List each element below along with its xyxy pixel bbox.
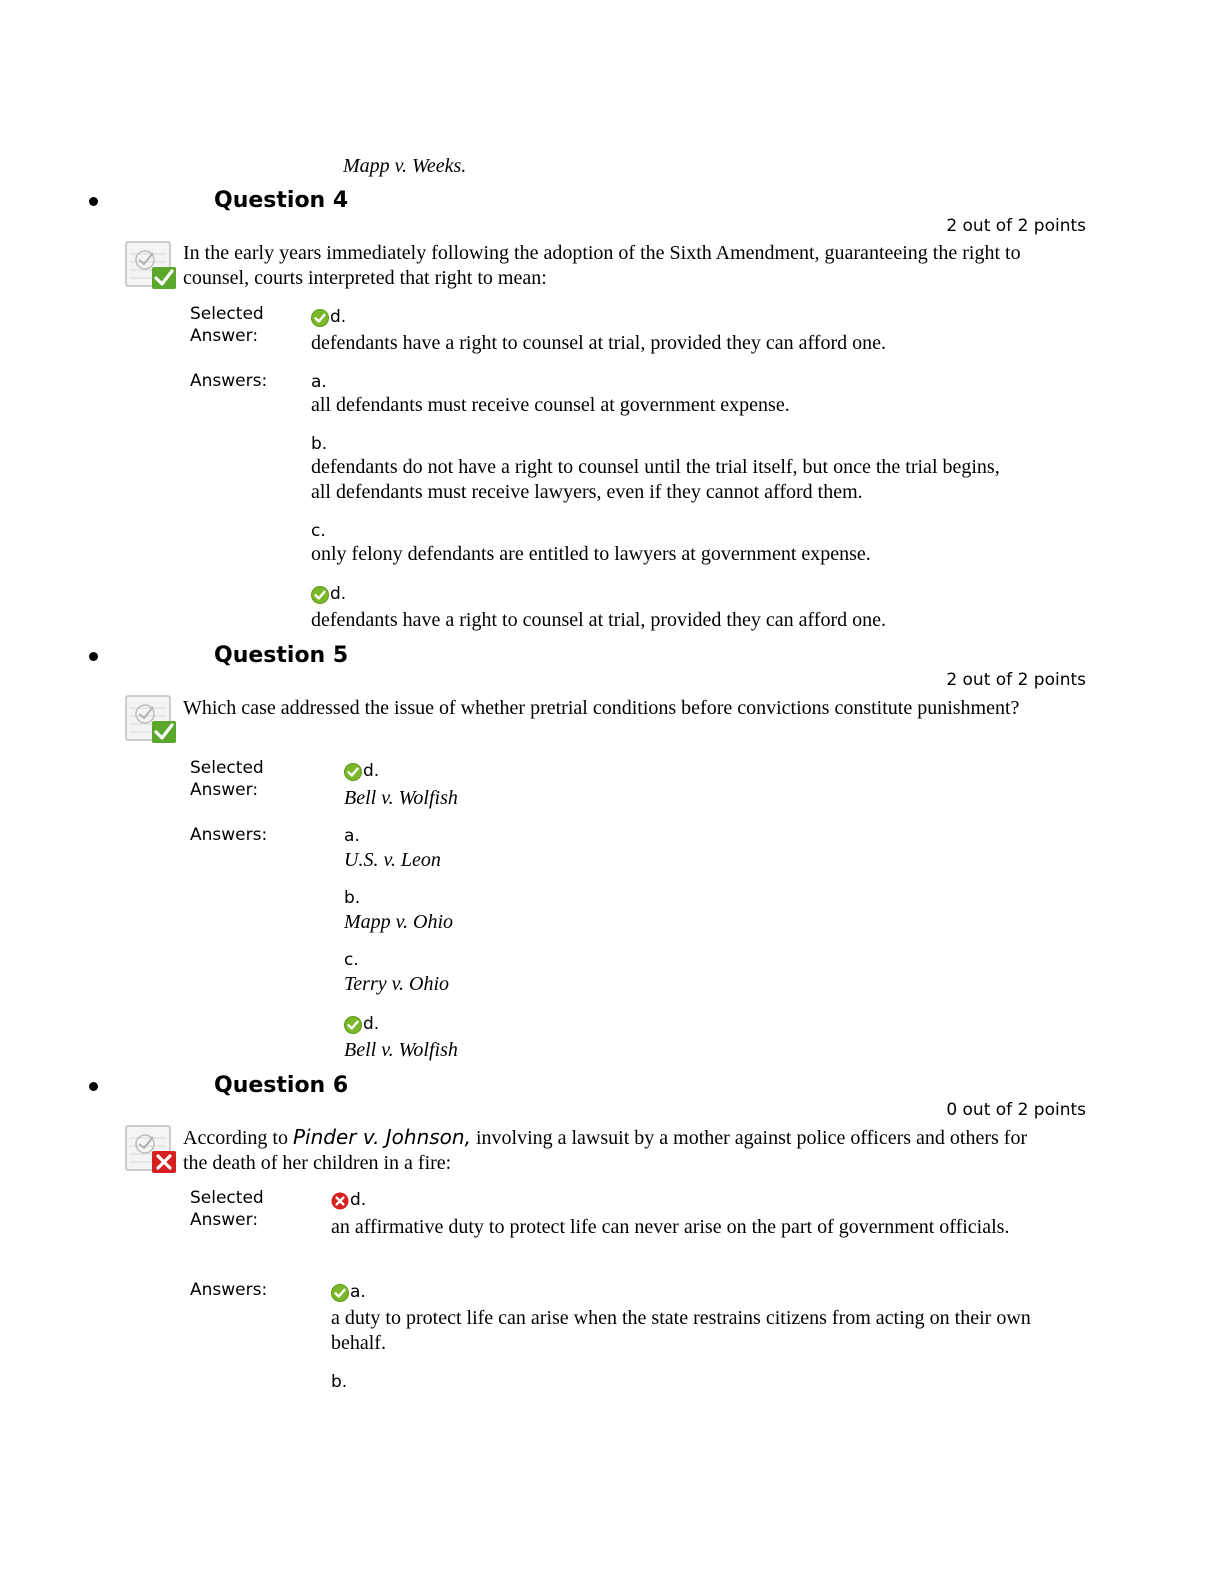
answer-text: defendants have a right to counsel at trial, provided they can afford one. (311, 609, 886, 631)
correct-check-icon (311, 586, 329, 604)
selected-answer-text: Bell v. Wolfish (344, 787, 458, 809)
selected-answer-letter: d. (311, 307, 346, 327)
answer-text: defendants do not have a right to counsel until the trial itself, but once the trial begins, all defendants must receive lawyers, even if they cannot afford them. (311, 456, 1000, 503)
correct-check-icon (344, 763, 362, 781)
question-title: Question 4 (214, 188, 349, 213)
selected-answer-letter: d. (331, 1190, 366, 1210)
answer-text: a duty to protect life can arise when the state restrains citizens from acting on their own behalf. (331, 1307, 1031, 1354)
answer-letter: a. (311, 372, 327, 392)
answer-letter: b. (311, 434, 328, 454)
answer-letter: c. (311, 521, 326, 541)
selected-answer-label: Selected Answer: (190, 758, 264, 800)
selected-answer-text: an affirmative duty to protect life can never arise on the part of government officials. (331, 1216, 1010, 1238)
case-name: Pinder v. Johnson, (292, 1125, 471, 1149)
question-text: In the early years immediately following the adoption of the Sixth Amendment, guaranteeing the right to counsel, courts interpreted that right to mean: (183, 242, 1021, 289)
answers-label: Answers: (190, 1280, 268, 1300)
points-score: 2 out of 2 points (946, 670, 1086, 690)
answer-text: Bell v. Wolfish (344, 1039, 458, 1061)
correct-check-icon (344, 1016, 362, 1034)
answer-text: Terry v. Ohio (344, 973, 449, 995)
points-score: 2 out of 2 points (946, 216, 1086, 236)
selected-answer-letter: d. (344, 761, 379, 781)
answer-letter: b. (344, 888, 361, 908)
list-bullet (89, 197, 98, 206)
answer-letter-correct: d. (344, 1014, 379, 1034)
question-status-correct-icon (125, 240, 179, 290)
question-title: Question 6 (214, 1073, 349, 1098)
answer-text: only felony defendants are entitled to lawyers at government expense. (311, 543, 871, 565)
list-bullet (89, 652, 98, 661)
answers-label: Answers: (190, 825, 268, 845)
answer-letter: b. (331, 1372, 348, 1392)
selected-answer-text: defendants have a right to counsel at trial, provided they can afford one. (311, 332, 886, 354)
question-status-incorrect-icon (125, 1124, 179, 1174)
points-score: 0 out of 2 points (946, 1100, 1086, 1120)
incorrect-x-icon (331, 1192, 349, 1210)
list-bullet (89, 1082, 98, 1091)
answers-label: Answers: (190, 371, 268, 391)
answer-letter: a. (344, 826, 360, 846)
answer-text: all defendants must receive counsel at government expense. (311, 394, 790, 416)
answer-letter: c. (344, 950, 359, 970)
question-text: Which case addressed the issue of whether pretrial conditions before convictions constitute punishment? (183, 697, 1020, 719)
previous-answer-fragment: Mapp v. Weeks. (343, 155, 467, 177)
correct-check-icon (311, 309, 329, 327)
question-title: Question 5 (214, 643, 349, 668)
selected-answer-label: Selected Answer: (190, 304, 264, 346)
correct-check-icon (331, 1284, 349, 1302)
question-text: According to Pinder v. Johnson, involving a lawsuit by a mother against police officers and others for the death of her children in a fire: (183, 1125, 1028, 1174)
answer-text: U.S. v. Leon (344, 849, 441, 871)
selected-answer-label: Selected Answer: (190, 1188, 264, 1230)
answer-letter-correct: d. (311, 584, 346, 604)
question-status-correct-icon (125, 694, 179, 744)
answer-text: Mapp v. Ohio (344, 911, 454, 933)
answer-letter-correct: a. (331, 1282, 366, 1302)
